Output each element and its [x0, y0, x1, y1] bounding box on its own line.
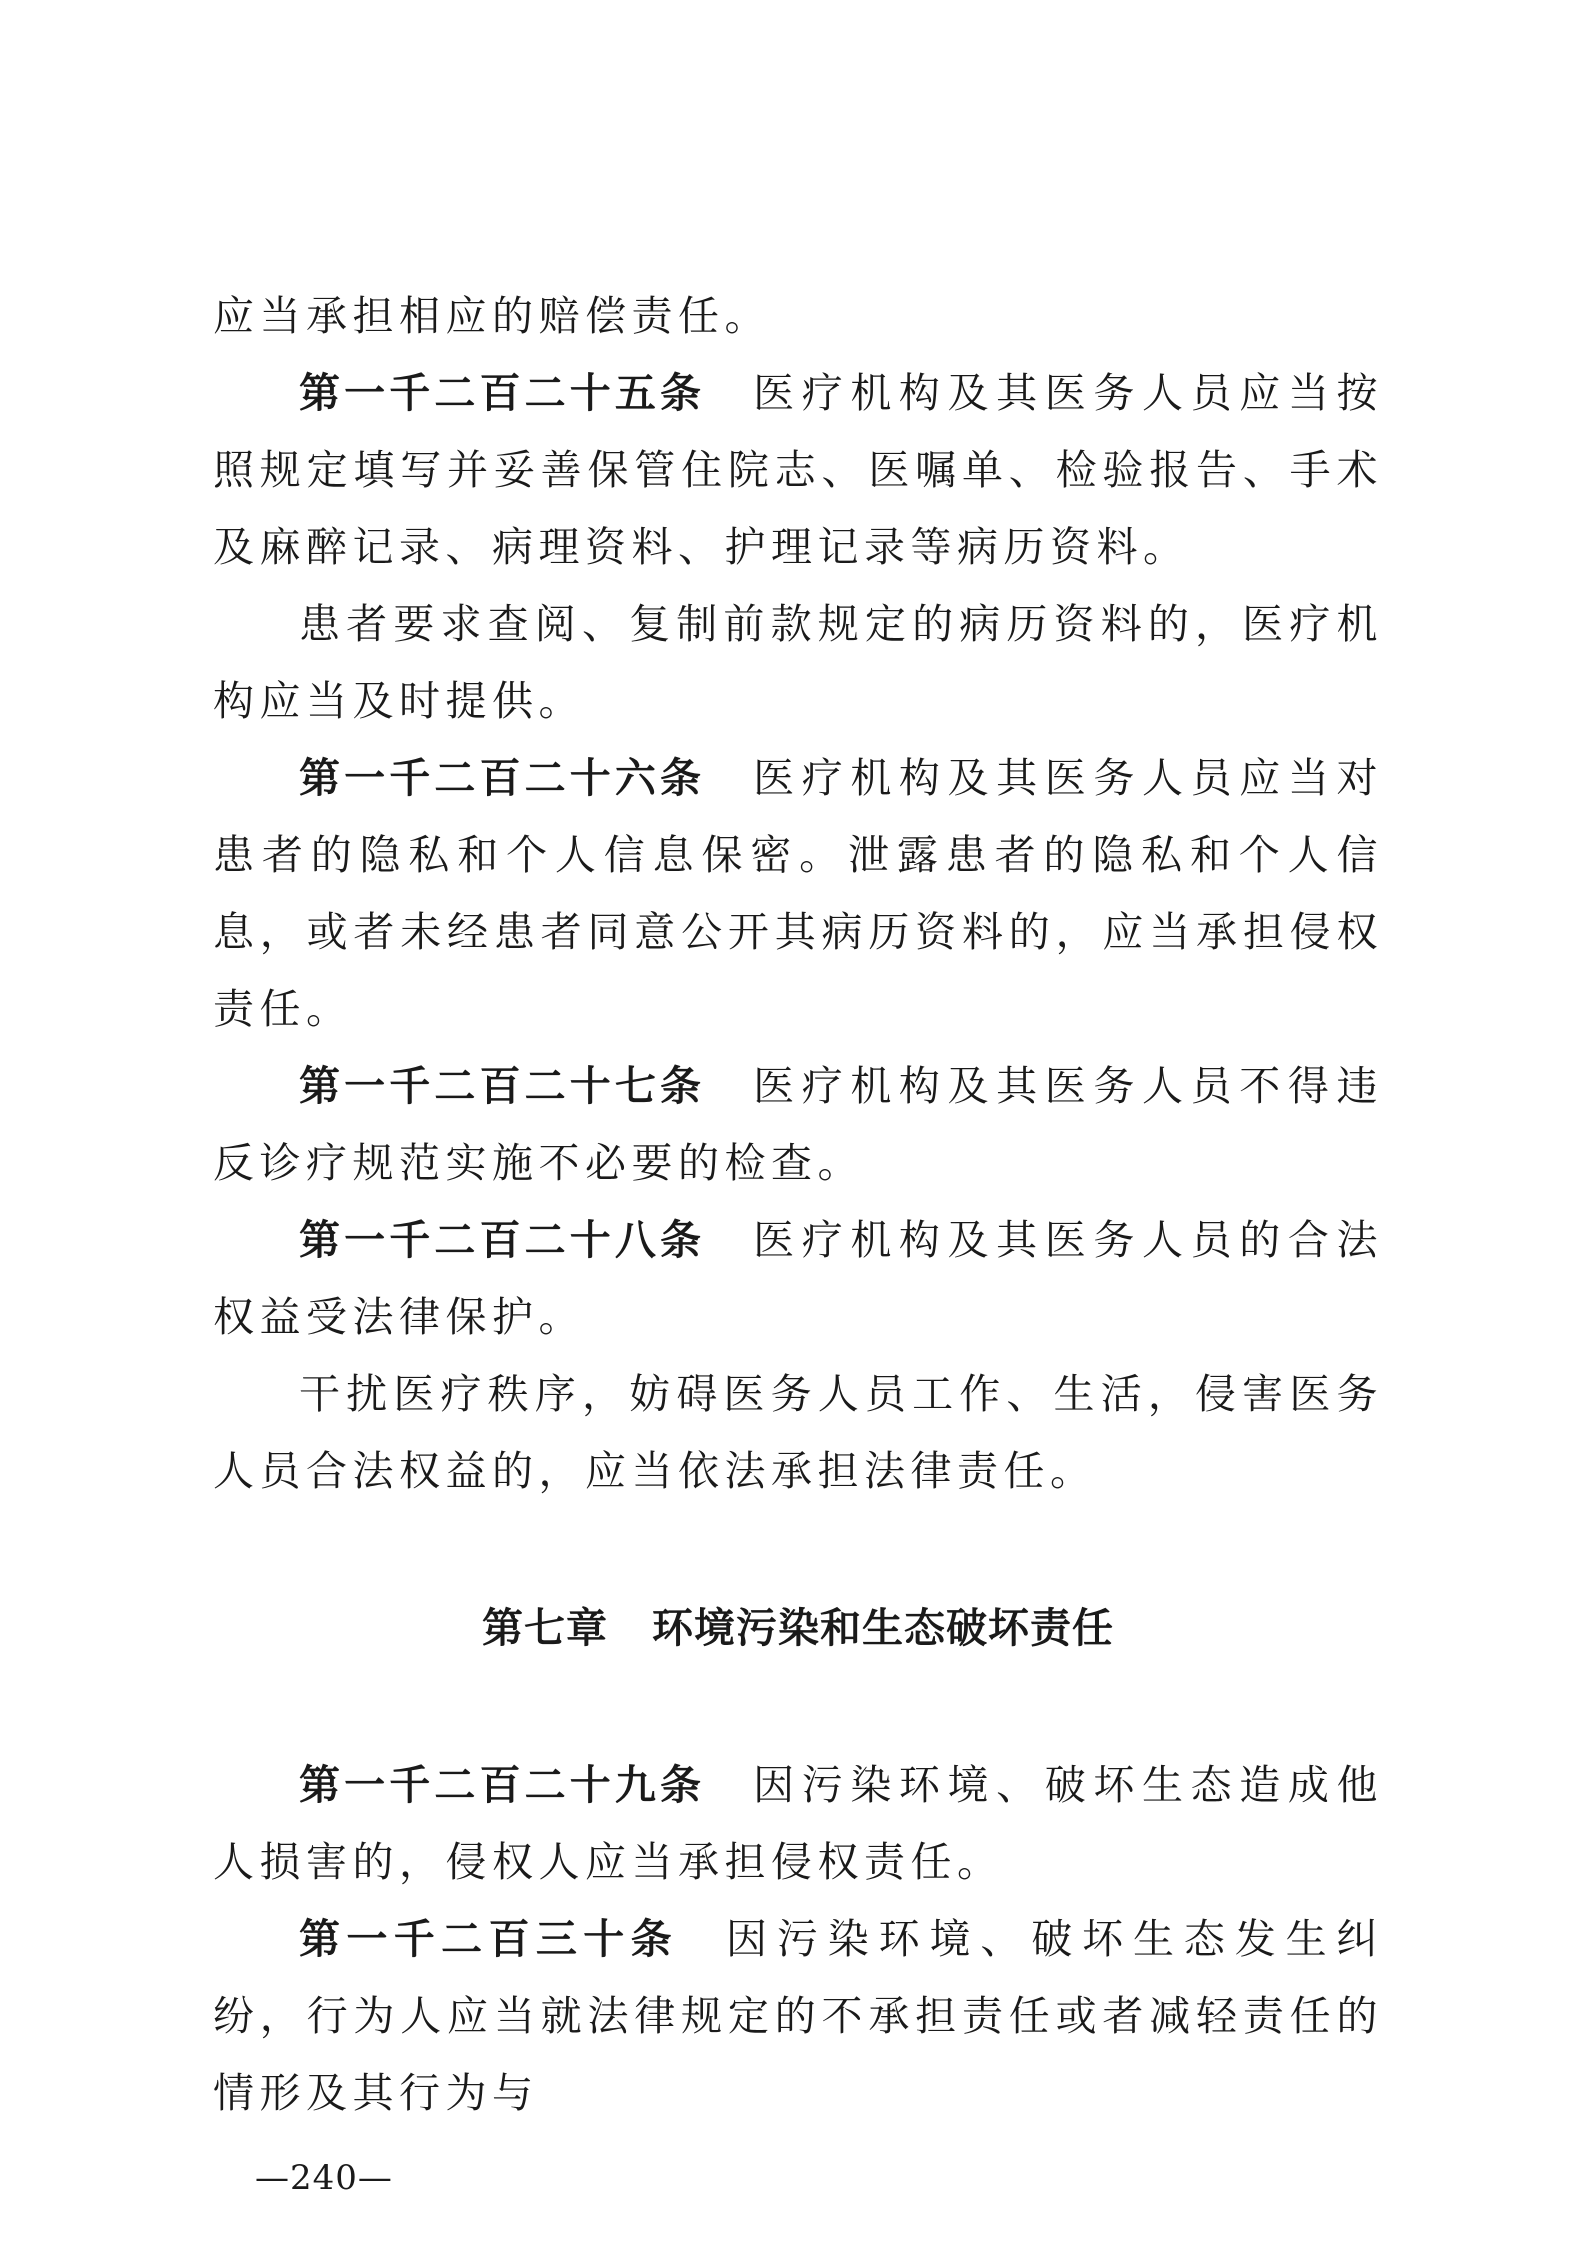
article-number: 第一千二百三十条: [299, 1915, 678, 1963]
paragraph-text: 因污染环境、破坏生态发生纠纷，行为人应当就法律规定的不承担责任或者减轻责任的情形及其行为与: [213, 1915, 1383, 2117]
chapter-title-text: 环境污染和生态破坏责任: [652, 1604, 1114, 1652]
paragraph-text: 医疗机构及其医务人员应当对患者的隐私和个人信息保密。泄露患者的隐私和个人信息，或者未经患者同意公开其病历资料的，应当承担侵权责任。: [213, 754, 1384, 1033]
body-text: [213, 278, 1383, 2132]
paragraph: [213, 1901, 1383, 2132]
article-number: 第一千二百二十八条: [299, 1216, 706, 1264]
paragraph: [213, 740, 1383, 1048]
paragraph-text: 医疗机构及其医务人员不得违反诊疗规范实施不必要的检查。: [213, 1062, 1384, 1187]
paragraph: [213, 278, 1383, 355]
paragraph: [213, 586, 1383, 740]
article-number: 第一千二百二十五条: [299, 369, 706, 417]
paragraph: [213, 1048, 1383, 1202]
paragraph: [213, 1202, 1383, 1356]
article-number: 第一千二百二十六条: [299, 754, 706, 802]
paragraph: [213, 1747, 1383, 1901]
page-number: —240—: [255, 2158, 393, 2198]
article-number: 第一千二百二十七条: [299, 1062, 706, 1110]
paragraph-text: 应当承担相应的赔偿责任。: [213, 292, 771, 340]
paragraph-text: 医疗机构及其医务人员应当按照规定填写并妥善保管住院志、医嘱单、检验报告、手术及麻醉记录、病理资料、护理记录等病历资料。: [213, 369, 1384, 571]
chapter-heading: [213, 1510, 1383, 1747]
paragraph-text: 干扰医疗秩序，妨碍医务人员工作、生活，侵害医务人员合法权益的，应当依法承担法律责任。: [213, 1370, 1383, 1495]
paragraphs-before-chapter: [213, 278, 1383, 1510]
paragraph-text: 患者要求查阅、复制前款规定的病历资料的，医疗机构应当及时提供。: [213, 600, 1383, 725]
article-number: 第一千二百二十九条: [299, 1761, 706, 1809]
paragraph: [213, 355, 1383, 586]
paragraph-text: 医疗机构及其医务人员的合法权益受法律保护。: [213, 1216, 1384, 1341]
paragraph: [213, 1356, 1383, 1510]
paragraph-text: 因污染环境、破坏生态造成他人损害的，侵权人应当承担侵权责任。: [213, 1761, 1384, 1886]
chapter-number: 第七章: [482, 1604, 608, 1652]
paragraphs-after-chapter: [213, 1747, 1383, 2132]
